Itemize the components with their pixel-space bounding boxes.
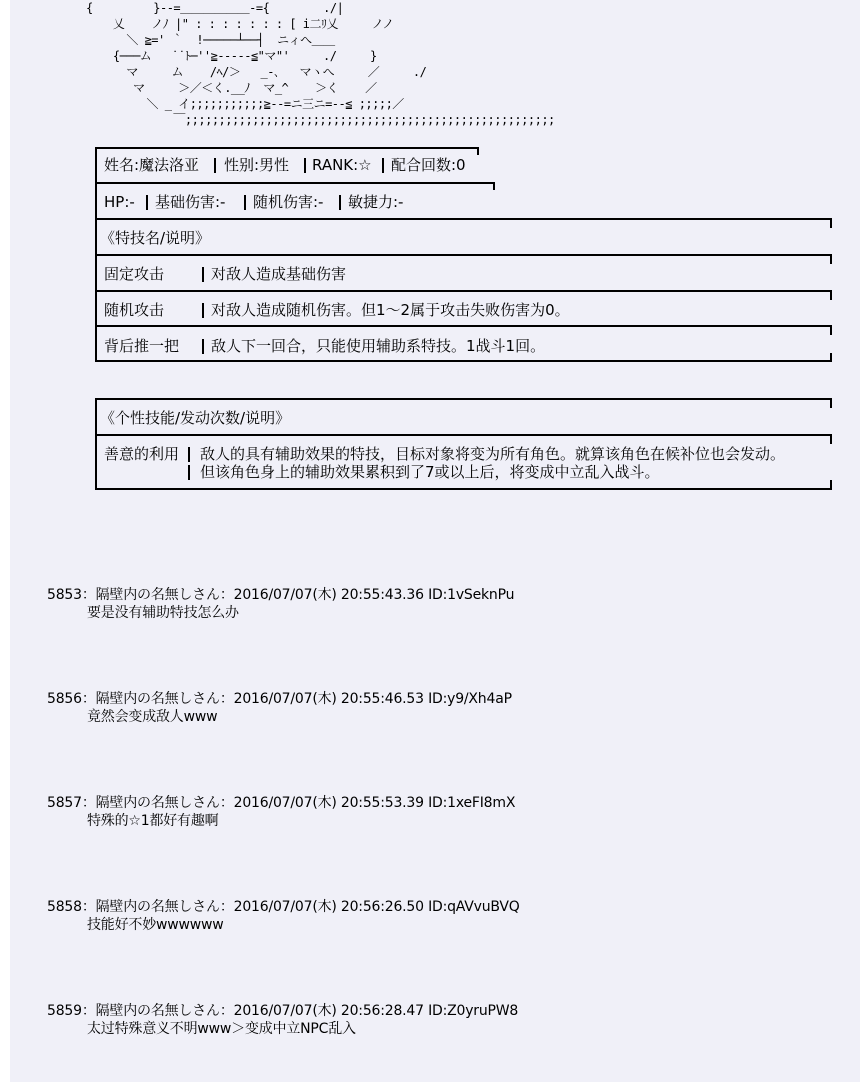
skill-desc: 对敌人造成基础伤害 [211,265,347,283]
traits-box-corner [830,398,832,408]
skills-box-corner [830,290,832,300]
separator [146,195,148,210]
name-field: 姓名:魔法洛亚 [104,156,200,174]
separator [202,339,204,354]
skill-desc: 敌人下一回合，只能使用辅助系特技。1战斗1回。 [211,337,546,355]
post-header: 5857：隔壁内の名無しさん：2016/07/07(木) 20:55:53.39 ID:1xeFI8mX [47,795,516,811]
match-count-field: 配合回数:0 [391,156,466,174]
traits-box-top-border [95,398,832,400]
hp-field: HP:- [104,193,135,211]
separator [339,195,341,210]
status-box-left-border [95,182,97,218]
skills-box-corner [830,254,832,264]
base-damage-field: 基础伤害:- [155,193,226,211]
status-box-top-border [95,147,479,149]
post-header: 5856：隔壁内の名無しさん：2016/07/07(木) 20:55:46.53 ID:y9/Xh4aP [47,691,512,707]
skill-name: 随机攻击 [104,301,165,319]
skills-box-top-border [95,218,832,220]
separator [188,447,190,462]
post-header: 5858：隔壁内の名無しさん：2016/07/07(木) 20:56:26.50 ID:qAVvuBVQ [47,899,520,915]
traits-box-corner [830,434,832,444]
post [47,690,512,726]
random-damage-field: 随机伤害:- [253,193,324,211]
traits-box-corner [830,480,832,490]
post-body: 太过特殊意义不明www＞变成中立NPC乱入 [87,1021,356,1037]
skills-divider [95,290,832,292]
trait-desc-line-1: 敌人的具有辅助效果的特技，目标对象将变为所有角色。就算该角色在候补位也会发动。 [200,445,786,463]
separator [202,303,204,318]
post-body: 技能好不妙wwwwww [87,917,224,933]
post-body: 竟然会变成敌人www [87,709,218,725]
traits-header-text: 《个性技能/发动次数/说明》 [100,409,291,427]
separator [202,267,204,282]
trait-name: 善意的利用 [104,445,180,463]
skill-desc: 对敌人造成随机伤害。但1～2属于攻击失败伤害为0。 [211,301,570,319]
traits-box-left-border [95,398,97,490]
status-box-corner [477,147,479,155]
separator [214,158,216,173]
post-header: 5859：隔壁内の名無しさん：2016/07/07(木) 20:56:28.47 ID:Z0yruPW8 [47,1003,519,1019]
rank-field: RANK:☆ [312,156,372,174]
separator [244,195,246,210]
post [47,794,515,830]
status-box-divider [95,182,495,184]
ascii-art-figure: { }-‐=＿＿＿＿＿＿‐={ ./| 乂 ノﾉ |" : : : : : : : [ i二ﾘ乂 ノノ ＼ ≧=' ｀ !─────┴──┤ ニィへ＿＿ {───ム ˙˙ﾄ─''≧-----≦"マ"' ./ } マ ム /ﾍ/＞ _-､ マヽへ ／ ./ マ ＞／＜く.__ﾉ マ_^ ＞く ／ ＼ _ イ;;;;;;;;;;;≧--=ニ三ニ=--≦ ;;;;;／ ￣;;;;;;;;;;;;;;;;;;;;;;;;;;;;;;;;;;;;;;;;;;;;;;;;;;;;;;; [86,1,555,127]
skills-divider [95,325,832,327]
post-body: 特殊的☆1都好有趣啊 [87,813,219,829]
skills-box-corner [830,353,832,362]
post-header: 5853：隔壁内の名無しさん：2016/07/07(木) 20:55:43.36 ID:1vSeknPu [47,587,515,603]
skill-name: 背后推一把 [104,337,180,355]
separator [304,158,306,173]
skill-name: 固定攻击 [104,265,165,283]
skills-box-bottom-border [95,360,832,362]
traits-divider [95,434,832,436]
skills-header-text: 《特技名/说明》 [100,229,211,247]
post [47,586,514,622]
post [47,898,520,934]
traits-box-bottom-border [95,488,832,490]
post-body: 要是没有辅助特技怎么办 [87,605,239,621]
trait-desc-line-2: 但该角色身上的辅助效果累积到了7或以上后，将变成中立乱入战斗。 [200,463,660,481]
gender-field: 性别:男性 [224,156,290,174]
skills-divider [95,254,832,256]
post [47,1002,518,1038]
separator [188,465,190,480]
status-box-corner [493,182,495,190]
skills-box-corner [830,218,832,228]
skills-box-corner [830,325,832,335]
separator [382,158,384,173]
agility-field: 敏捷力:- [348,193,404,211]
